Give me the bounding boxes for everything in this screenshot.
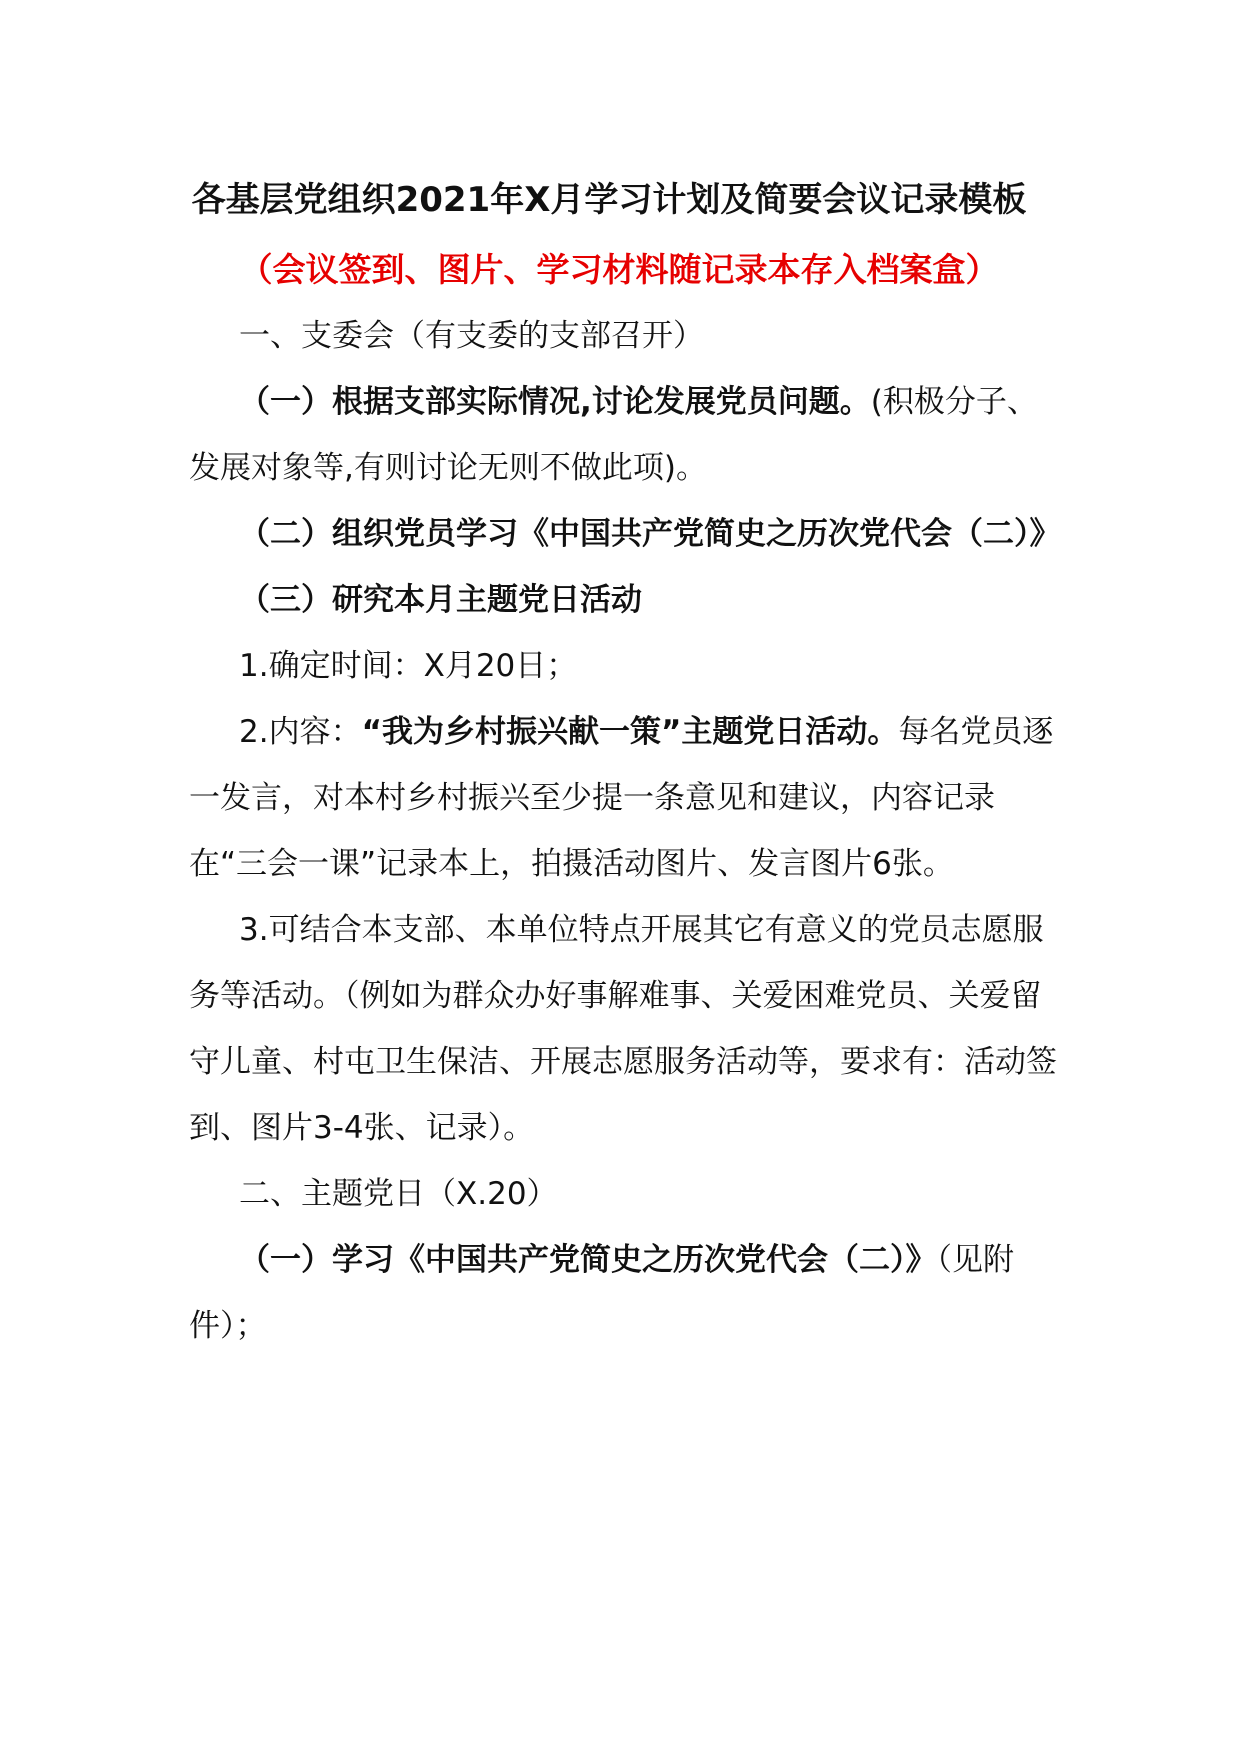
section1-point3: 3.可结合本支部、本单位特点开展其它有意义的党员志愿服务等活动。（例如为群众办好事解难事、关爱困难党员、关爱留守儿童、村屯卫生保洁、开展志愿服务活动等，要求有：活动签到、图片3-4张、记录）。 (189, 912, 1057, 1146)
section1-heading: 一、支委会（有支委的支部召开） (239, 318, 704, 354)
document-subtitle: （会议签到、图片、学习材料随记录本存入档案盒） (239, 250, 999, 289)
section2-heading: 二、主题党日（X.20） (239, 1176, 558, 1212)
document-title: 各基层党组织2021年X月学习计划及简要会议记录模板 (191, 180, 1027, 220)
section2-item1-normal: （见附件）； (189, 1242, 1014, 1344)
section1-item1-bold: （一）根据支部实际情况,讨论发展党员问题。 (239, 384, 871, 420)
document-body (189, 165, 1059, 1359)
section1-item1 (189, 369, 1059, 501)
section2-item1 (189, 1227, 1059, 1359)
section1-item3: （三）研究本月主题党日活动 (239, 582, 642, 618)
section1-point1: 1.确定时间：X月20日； (239, 648, 578, 684)
section1-point2 (189, 699, 1059, 897)
section1-point2-bold: “我为乡村振兴献一策”主题党日活动。 (361, 714, 899, 750)
section1-item2: （二）组织党员学习《中国共产党简史之历次党代会（二）》 (239, 516, 1061, 552)
section1-point2-rest: 每名党员逐一发言，对本村乡村振兴至少提一条意见和建议，内容记录在“三会一课”记录本上，拍摄活动图片、发言图片6张。 (189, 714, 1054, 882)
section1-point2-prefix: 2.内容： (239, 714, 362, 750)
section1-item1-normal: (积极分子、发展对象等,有则讨论无则不做此项)。 (189, 384, 1038, 486)
section2-item1-bold: （一）学习《中国共产党简史之历次党代会（二）》 (239, 1242, 937, 1278)
